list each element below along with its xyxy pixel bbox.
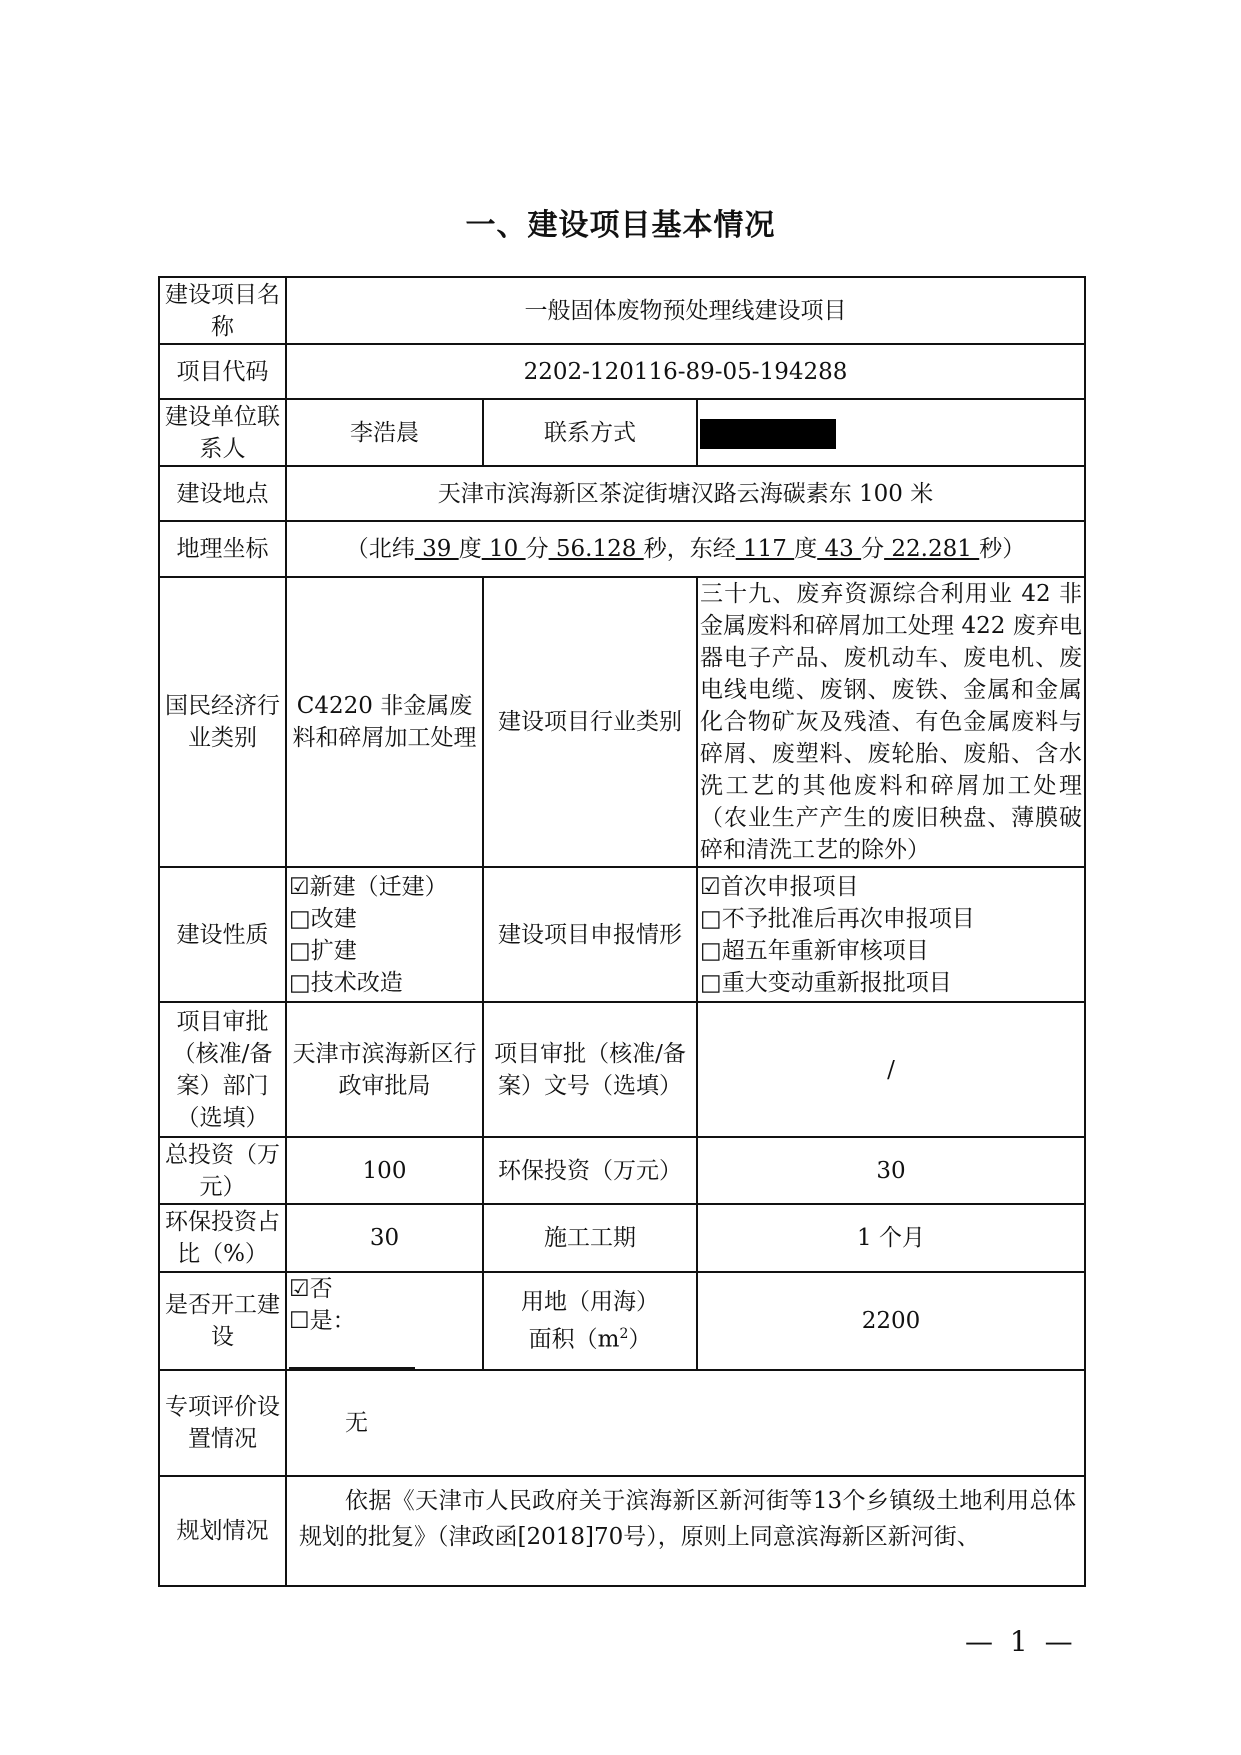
started-option-no: ☑否 — [289, 1276, 333, 1302]
project-code-label: 项目代码 — [159, 344, 286, 399]
approval-doc-label: 项目审批（核准/备案）文号（选填） — [483, 1002, 697, 1137]
row-location — [159, 466, 1085, 521]
investment-value: 100 — [286, 1137, 483, 1204]
started-label: 是否开工建设 — [159, 1272, 286, 1370]
approval-label: 项目审批（核准/备案）部门（选填） — [159, 1002, 286, 1137]
row-coordinates — [159, 521, 1085, 577]
started-option-yes: ☐是： — [289, 1308, 356, 1334]
area-label-sup: 2 — [619, 1326, 629, 1343]
industry-label: 国民经济行业类别 — [159, 577, 286, 867]
period-label: 施工工期 — [483, 1204, 697, 1272]
planning-cell — [286, 1476, 1085, 1586]
project-industry-value: 三十九、废弃资源综合利用业 42 非金属废料和碎屑加工处理 422 废弃电器电子产品、废机动车、废电机、废电线电缆、废钢、废铁、金属和金属化合物矿灰及残渣、有色金属废料与碎屑、废塑料、废轮胎、废船、含水洗工艺的其他废料和碎屑加工处理（农业生产产生的废旧秧盘、薄膜破碎和清洗工艺的除外） — [697, 577, 1085, 867]
period-value: 1 个月 — [697, 1204, 1085, 1272]
lon-deg: 117 — [735, 536, 795, 562]
area-label-line2 — [486, 1318, 694, 1356]
planning-text: 依据《天津市人民政府关于滨海新区新河街等13个乡镇级土地利用总体规划的批复》（津政函[2018]70号），原则上同意滨海新区新河街、 — [299, 1488, 1077, 1550]
row-started — [159, 1272, 1085, 1370]
special-label: 专项评价设置情况 — [159, 1370, 286, 1476]
row-ratio — [159, 1204, 1085, 1272]
coord-deg1: 度 — [458, 536, 482, 562]
coord-min1: 分 — [525, 536, 549, 562]
area-label-line1: 用地（用海） — [521, 1289, 659, 1316]
contact-person: 李浩晨 — [286, 399, 483, 466]
lon-min: 43 — [817, 536, 862, 562]
lat-min: 10 — [481, 536, 526, 562]
investment-label: 总投资（万元） — [159, 1137, 286, 1204]
coord-min2: 分 — [861, 536, 885, 562]
row-project-name — [159, 277, 1085, 344]
nature-option-new: ☑新建（迁建） — [289, 873, 448, 900]
approval-value: 天津市滨海新区行政审批局 — [286, 1002, 483, 1137]
nature-option-expand: □扩建 — [289, 937, 357, 964]
approval-doc-value: / — [697, 1002, 1085, 1137]
area-label-text: 面积（m — [528, 1326, 620, 1353]
area-value: 2200 — [697, 1272, 1085, 1370]
area-label — [483, 1272, 697, 1370]
started-options — [286, 1272, 483, 1370]
contact-method-value — [697, 399, 1085, 466]
project-info-table — [158, 276, 1086, 1587]
coord-deg2: 度 — [794, 536, 818, 562]
location-label: 建设地点 — [159, 466, 286, 521]
project-industry-label: 建设项目行业类别 — [483, 577, 697, 867]
coordinates-value — [286, 521, 1085, 577]
redaction-bar — [700, 419, 836, 449]
nature-label: 建设性质 — [159, 867, 286, 1002]
nature-options — [286, 867, 483, 1002]
row-investment — [159, 1137, 1085, 1204]
env-investment-label: 环保投资（万元） — [483, 1137, 697, 1204]
location-value: 天津市滨海新区茶淀街塘汉路云海碳素东 100 米 — [286, 466, 1085, 521]
lat-sec: 56.128 — [548, 536, 644, 562]
special-value: 无 — [286, 1370, 1085, 1476]
report-options — [697, 867, 1085, 1002]
coord-sec1: 秒，东经 — [643, 536, 736, 562]
ratio-label: 环保投资占比（%） — [159, 1204, 286, 1272]
contact-label: 建设单位联系人 — [159, 399, 286, 466]
area-label-close: ） — [628, 1326, 652, 1353]
row-approval — [159, 1002, 1085, 1137]
coord-sec2: 秒） — [979, 536, 1026, 562]
started-option-yes-row — [289, 1305, 480, 1369]
row-planning — [159, 1476, 1085, 1586]
page-number: — 1 — — [965, 1625, 1077, 1658]
lat-deg: 39 — [414, 536, 459, 562]
row-industry — [159, 577, 1085, 867]
started-yes-blank — [289, 1343, 415, 1369]
report-option-first: ☑首次申报项目 — [700, 873, 859, 900]
nature-option-rebuild: □改建 — [289, 905, 357, 932]
coord-open: （北纬 — [345, 536, 415, 562]
project-name-label: 建设项目名称 — [159, 277, 286, 344]
lon-sec: 22.281 — [884, 536, 980, 562]
industry-value: C4220 非金属废料和碎屑加工处理 — [286, 577, 483, 867]
report-option-major-change: □重大变动重新报批项目 — [700, 969, 952, 996]
report-label: 建设项目申报情形 — [483, 867, 697, 1002]
coordinates-label: 地理坐标 — [159, 521, 286, 577]
row-project-code — [159, 344, 1085, 399]
ratio-value: 30 — [286, 1204, 483, 1272]
planning-label: 规划情况 — [159, 1476, 286, 1586]
contact-method-label: 联系方式 — [483, 399, 697, 466]
project-name-value: 一般固体废物预处理线建设项目 — [286, 277, 1085, 344]
row-contact — [159, 399, 1085, 466]
env-investment-value: 30 — [697, 1137, 1085, 1204]
report-option-five-years: □超五年重新审核项目 — [700, 937, 929, 964]
nature-option-upgrade: □技术改造 — [289, 969, 403, 996]
project-code-value: 2202-120116-89-05-194288 — [286, 344, 1085, 399]
report-option-resubmit: □不予批准后再次申报项目 — [700, 905, 975, 932]
row-special — [159, 1370, 1085, 1476]
section-title: 一、建设项目基本情况 — [465, 208, 776, 243]
row-nature — [159, 867, 1085, 1002]
